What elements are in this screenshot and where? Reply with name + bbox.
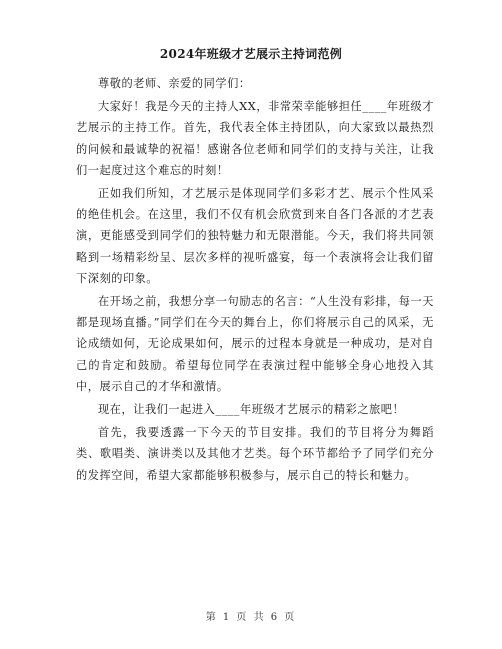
page-indicator: 第 1 页 共 6 页 (205, 612, 297, 623)
program-paragraph: 首先，我要透露一下今天的节目安排。我们的节目将分为舞蹈类、歌唱类、演讲类以及其他才艺类。每个环节都给予了同学们充分的发挥空间，希望大家都能够积极参与，展示自己的特长和魅力。 (76, 426, 434, 482)
document-title: 2024年班级才艺展示主持词范例 (159, 47, 343, 61)
quote-paragraph: 在开场之前，我想分享一句励志的名言：“人生没有彩排，每一天都是现场直播。”同学们在今天的舞台上，你们将展示自己的风采，无论成绩如何，无论成果如何，展示的过程本身就是一种成功，是对自己的肯定和鼓励。希望每位同学在表演过程中能够全身心地投入其中，展示自己的才华和激情。 (76, 295, 434, 393)
introduction-paragraph: 正如我们所知，才艺展示是体现同学们多彩才艺、展示个性风采的绝佳机会。在这里，我们不仅有机会欣赏到来自各门各派的才艺表演，更能感受到同学们的独特魅力和无限潜能。今天，我们将共同领略到一场精彩纷呈、层次多样的视听盛宴，每一个表演将会让我们留下深刻的印象。 (76, 187, 434, 285)
transition-paragraph: 现在，让我们一起进入____年班级才艺展示的精彩之旅吧！ (98, 403, 405, 417)
salutation-paragraph: 尊敬的老师、亲爱的同学们： (98, 77, 251, 90)
document-body (76, 73, 434, 488)
greeting-paragraph: 大家好！我是今天的主持人XX，非常荣幸能够担任____年班级才艺展示的主持工作。首先，我代表全体主持团队，向大家致以最热烈的问候和最诚挚的祝福！感谢各位老师和同学们的支持与关注，让我们一起度过这个难忘的时刻！ (76, 100, 434, 177)
